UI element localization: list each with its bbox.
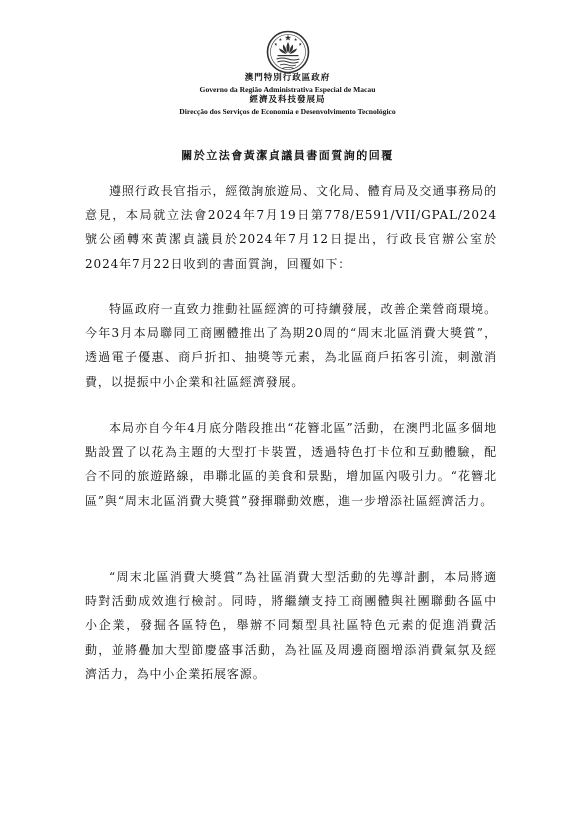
body-paragraph-4: “周末北區消費大獎賞”為社區消費大型活動的先導計劃，本局將適時對活動成效進行檢討。同時，將繼續支持工商團體與社團聯動各區中小企業，發掘各區特色，舉辦不同類型具社區特色元素的促進消費活動，並將疊加大型節慶盛事活動，為社區及周邊商圈增添消費氣氛及經濟活力，為中小企業拓展客源。 (85, 570, 497, 681)
government-name-zh: 澳門特別行政區政府 (244, 73, 331, 83)
letterhead (0, 73, 575, 117)
government-name-pt: Governo da Região Administrativa Especial de Macau (199, 85, 376, 94)
body-paragraph-3: 本局亦自今年4月底分階段推出“花簪北區”活動，在澳門北區多個地點設置了以花為主題的大型打卡裝置，透過特色打卡位和互動體驗，配合不同的旅遊路線，串聯北區的美食和景點，增加區內吸引力。“花簪北區”與“周末北區消費大獎賞”發揮聯動效應，進一步增添社區經濟活力。 (85, 421, 497, 508)
bureau-name-zh: 經濟及科技發展局 (249, 95, 326, 105)
body-paragraph-1: 遵照行政長官指示，經徵詢旅遊局、文化局、體育局及交通事務局的意見，本局就立法會2024年7月19日第778/E591/VII/GPAL/2024號公函轉來黃潔貞議員於2024年7月12日提出，行政長官辦公室於2024年7月22日收到的書面質詢，回覆如下： (85, 184, 497, 271)
body-paragraph-2: 特區政府一直致力推動社區經濟的可持續發展，改善企業營商環境。今年3月本局聯同工商團體推出了為期20周的“周末北區消費大獎賞”，透過電子優惠、商戶折扣、抽獎等元素，為北區商戶拓客引流，刺激消費，以提振中小企業和社區經濟發展。 (85, 302, 497, 389)
bureau-name-pt: Direcção dos Serviços de Economia e Desenvolvimento Tecnológico (179, 107, 396, 116)
document-title: 關於立法會黃潔貞議員書面質詢的回覆 (181, 149, 394, 162)
macau-sar-emblem-icon (266, 30, 310, 74)
